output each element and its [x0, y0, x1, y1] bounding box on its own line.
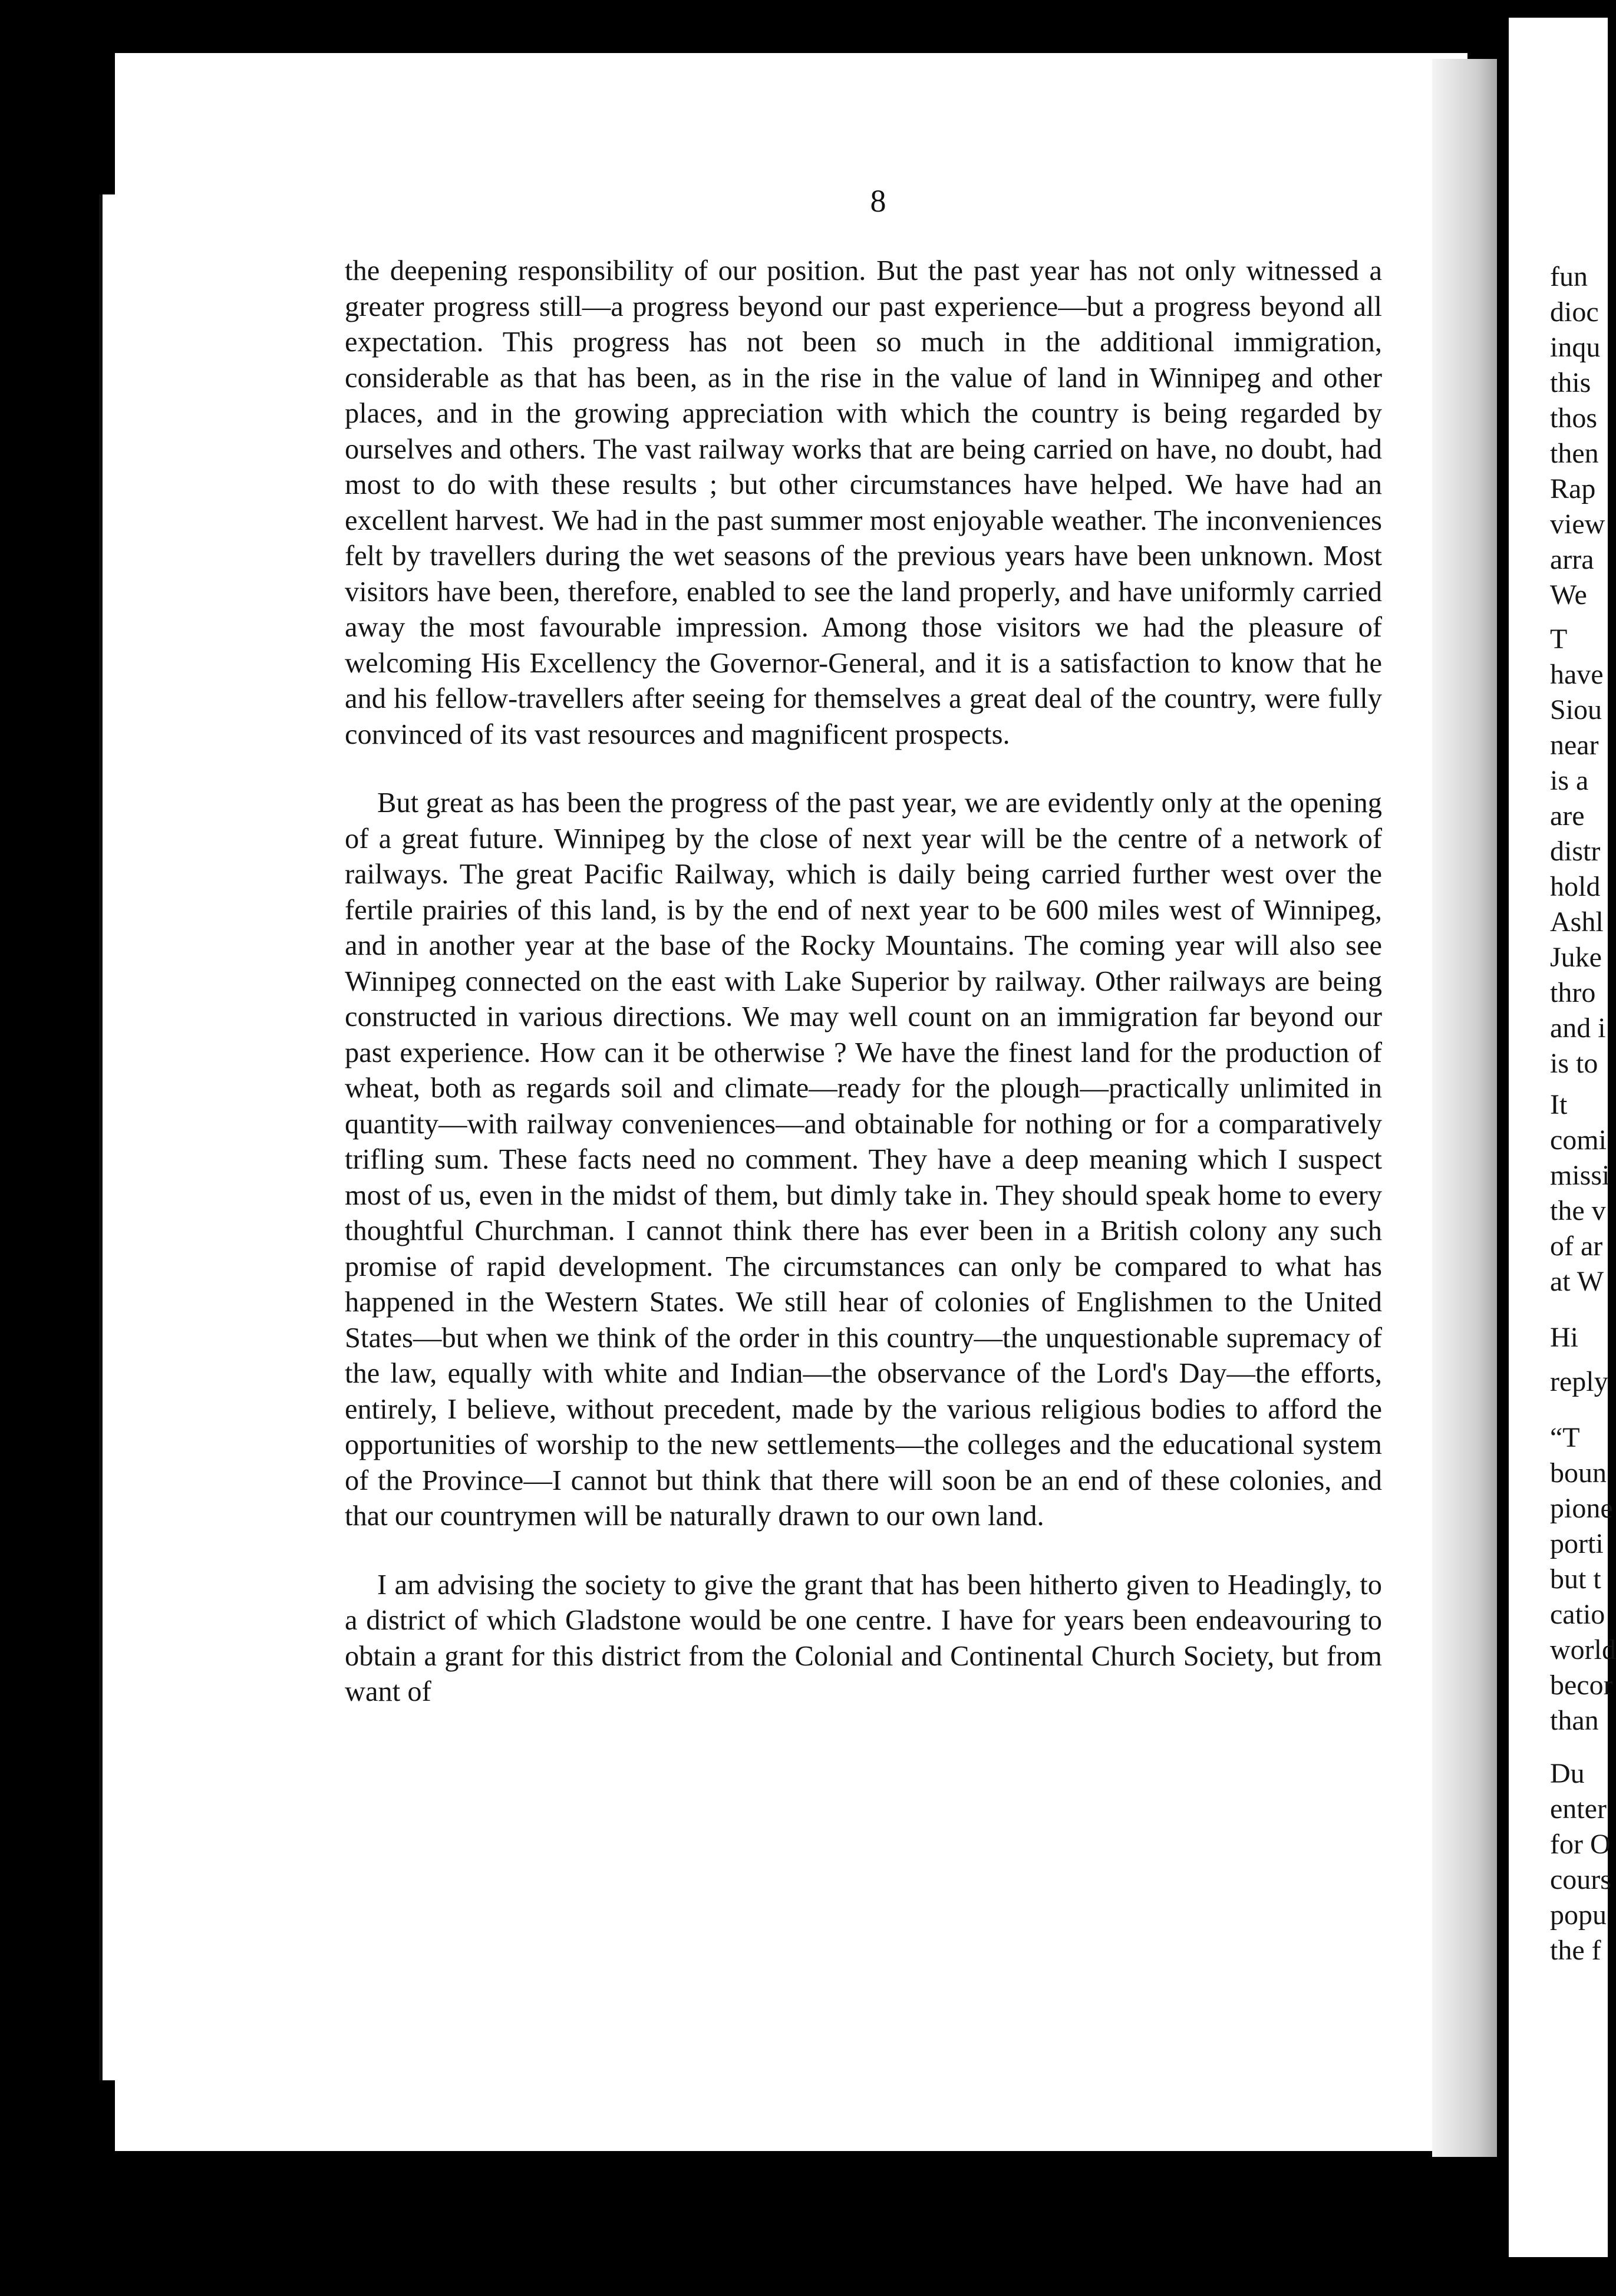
- adjacent-page-word: boun: [1550, 1457, 1607, 1489]
- adjacent-page-word: for O: [1550, 1829, 1611, 1860]
- paragraph: I am advising the society to give the grant that has been hitherto given to Headingly, to a district of which Gladstone would be one centre. I have for years been endeavouring to obtain a grant for this district from the Colonial and Continental Church Society, but from want of: [345, 1569, 1382, 1707]
- adjacent-page-word: distr: [1550, 836, 1601, 867]
- adjacent-page-word: the f: [1550, 1935, 1601, 1966]
- adjacent-page-word: hold: [1550, 871, 1601, 902]
- adjacent-page-word: We: [1550, 579, 1587, 611]
- page-gutter-shadow: [1432, 59, 1497, 2157]
- adjacent-page-word: inqu: [1550, 332, 1601, 363]
- adjacent-page-word: T: [1550, 624, 1568, 655]
- adjacent-page-word: cours: [1550, 1864, 1611, 1895]
- adjacent-page-word: the v: [1550, 1195, 1606, 1226]
- adjacent-page-fragment: [1509, 18, 1616, 2257]
- paragraph: But great as has been the progress of the past year, we are evidently only at the opening of a great future. Winnipeg by the close of next year will be the centre of a network of railways. The great Pacific Railway, which is daily being carried further west over the fertile prairies of this land, is by the end of next year to be 600 miles west of Winnipeg, and in another year at the base of the Rocky Mountains. The coming year will also see Winnipeg connected on the east with Lake Superior by railway. Other railways are being constructed in various directions. We may well count on an immigration far beyond our past experience. How can it be otherwise ? We have the finest land for the production of wheat, both as regards soil and climate—ready for the plough—practically unlimited in quantity—with railway conveniences—and obtainable for nothing or for a comparatively trifling sum. These facts need no comment. They have a deep meaning which I suspect most of us, even in the midst of them, but dimly take in. They should speak home to every thoughtful Churchman. I cannot think there has ever been in a British colony any such promise of rapid development. The circumstances can only be compared to what has happened in the Western States. We still hear of colonies of Englishmen to the United States—but when we think of the order in this country—the unquestionable supremacy of the law, equally with white and Indian—the observance of the Lord's Day—the efforts, entirely, I believe, without precedent, made by the various religious bodies to afford the opportunities of worship to the new settlements—the colleges and the educational system of the Province—I cannot but think that there will soon be an end of these colonies, and that our countrymen will be naturally drawn to our own land.: [345, 787, 1382, 1532]
- adjacent-page-word: fun: [1550, 261, 1588, 292]
- adjacent-page-word: arra: [1550, 544, 1594, 575]
- adjacent-page-word: It: [1550, 1089, 1568, 1120]
- body-text: [345, 253, 1382, 1743]
- adjacent-page-word: Rap: [1550, 473, 1596, 504]
- adjacent-page-word: near: [1550, 730, 1599, 761]
- adjacent-page-word: at W: [1550, 1266, 1604, 1297]
- adjacent-page-word: catio: [1550, 1599, 1605, 1630]
- adjacent-page-word: Juke: [1550, 942, 1602, 973]
- adjacent-page-word: is to: [1550, 1048, 1598, 1079]
- adjacent-page-word: view: [1550, 509, 1605, 540]
- adjacent-page-word: and i: [1550, 1012, 1606, 1044]
- adjacent-page-word: porti: [1550, 1528, 1604, 1559]
- adjacent-page-word: reply: [1550, 1366, 1608, 1397]
- adjacent-page-word: then: [1550, 438, 1599, 469]
- adjacent-page-word: world: [1550, 1634, 1616, 1665]
- adjacent-page-word: becor: [1550, 1670, 1613, 1701]
- adjacent-page-word: but t: [1550, 1563, 1601, 1595]
- adjacent-page-word: pione: [1550, 1493, 1613, 1524]
- adjacent-page-word: popu: [1550, 1899, 1607, 1931]
- adjacent-page-word: Siou: [1550, 694, 1602, 725]
- adjacent-page-word: thos: [1550, 403, 1598, 434]
- adjacent-page-word: Du: [1550, 1758, 1585, 1789]
- adjacent-page-word: missi: [1550, 1160, 1610, 1191]
- adjacent-page-word: Ashl: [1550, 906, 1604, 938]
- adjacent-page-word: is a: [1550, 765, 1589, 796]
- adjacent-page-word: are: [1550, 800, 1585, 832]
- adjacent-page-word: have: [1550, 659, 1604, 690]
- adjacent-page-word: enter: [1550, 1793, 1607, 1825]
- adjacent-page-word: Hi: [1550, 1322, 1578, 1353]
- adjacent-page-word: than: [1550, 1705, 1599, 1736]
- page-number: 8: [870, 183, 886, 219]
- adjacent-page-word: of ar: [1550, 1231, 1603, 1262]
- adjacent-page-word: this: [1550, 367, 1591, 398]
- adjacent-page-word: thro: [1550, 977, 1596, 1008]
- adjacent-page-word: “T: [1550, 1422, 1580, 1453]
- paragraph: the deepening responsibility of our position. But the past year has not only witnessed a greater progress still—a progress beyond our past experience—but a progress beyond all expectation. This progress has not been so much in the additional immigration, considerable as that has been, as in the rise in the value of land in Winnipeg and other places, and in the growing appreciation with which the country is being regarded by ourselves and others. The vast railway works that are being carried on have, no doubt, had most to do with these results ; but other circumstances have helped. We have had an excellent harvest. We had in the past summer most enjoyable weather. The inconveniences felt by travellers during the wet seasons of the previous years have been unknown. Most visitors have been, therefore, enabled to see the land properly, and have uniformly carried away the most favourable impression. Among those visitors we had the pleasure of welcoming His Excellency the Governor-General, and it is a satisfaction to know that he and his fellow-travellers after seeing for themselves a great deal of the country, were fully convinced of its vast resources and magnificent prospects.: [345, 255, 1382, 750]
- adjacent-page-word: dioc: [1550, 296, 1599, 328]
- adjacent-page-word: comi: [1550, 1124, 1607, 1156]
